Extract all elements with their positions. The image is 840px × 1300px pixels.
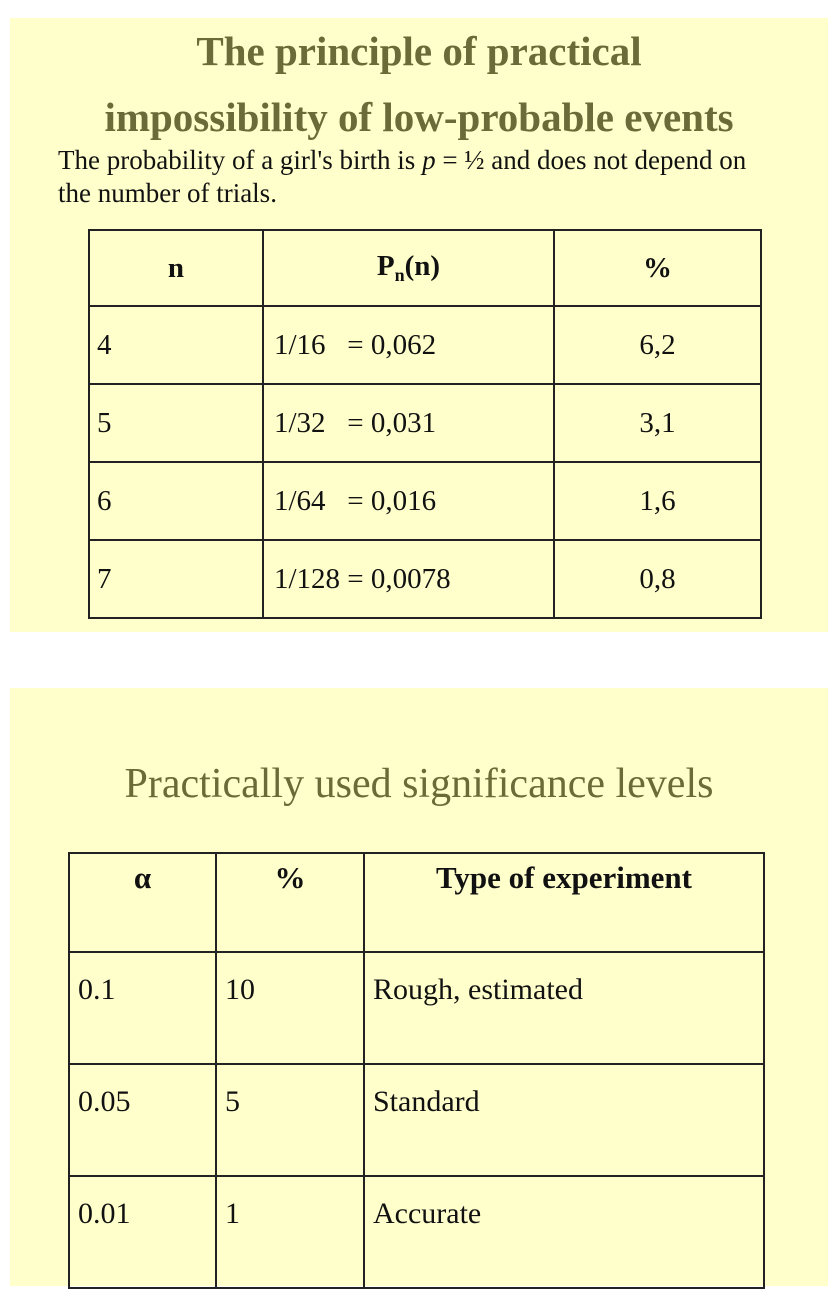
header-percent: % bbox=[216, 853, 364, 952]
cell-percent: 6,2 bbox=[554, 306, 761, 384]
table-row bbox=[89, 306, 761, 384]
table-row bbox=[89, 384, 761, 462]
cell-alpha: 0.01 bbox=[69, 1176, 216, 1288]
cell-alpha: 0.1 bbox=[69, 952, 216, 1064]
cell-n: 7 bbox=[89, 540, 263, 618]
cell-percent: 1,6 bbox=[554, 462, 761, 540]
cell-probability: 1/32 = 0,031 bbox=[263, 384, 554, 462]
cell-probability: 1/16 = 0,062 bbox=[263, 306, 554, 384]
cell-experiment-type: Rough, estimated bbox=[364, 952, 764, 1064]
cell-percent: 10 bbox=[216, 952, 364, 1064]
intro-before: The probability of a girl's birth is bbox=[58, 145, 423, 175]
header-p-sub: n bbox=[394, 265, 405, 285]
cell-percent: 0,8 bbox=[554, 540, 761, 618]
table-row bbox=[89, 540, 761, 618]
cell-percent: 1 bbox=[216, 1176, 364, 1288]
header-alpha: α bbox=[69, 853, 216, 952]
intro-after: = ½ and does not depend on the number of trials. bbox=[58, 145, 747, 208]
cell-probability: 1/128 = 0,0078 bbox=[263, 540, 554, 618]
title-line-2: impossibility of low-probable events bbox=[104, 94, 734, 140]
header-probability bbox=[263, 230, 554, 306]
cell-probability: 1/64 = 0,016 bbox=[263, 462, 554, 540]
slide-significance-levels bbox=[10, 688, 828, 1286]
cell-alpha: 0.05 bbox=[69, 1064, 216, 1176]
table-row bbox=[69, 952, 764, 1064]
slide-low-probable-events bbox=[10, 18, 828, 632]
cell-experiment-type: Accurate bbox=[364, 1176, 764, 1288]
slide-title bbox=[10, 18, 828, 150]
table-row bbox=[69, 1176, 764, 1288]
table-header-row bbox=[89, 230, 761, 306]
table-header-row bbox=[69, 853, 764, 952]
cell-percent: 5 bbox=[216, 1064, 364, 1176]
table-row bbox=[69, 1064, 764, 1176]
cell-n: 6 bbox=[89, 462, 263, 540]
table-row bbox=[89, 462, 761, 540]
title-line-1: The principle of practical bbox=[196, 28, 642, 74]
header-percent: % bbox=[554, 230, 761, 306]
cell-percent: 3,1 bbox=[554, 384, 761, 462]
header-p-main: P bbox=[376, 250, 395, 282]
cell-n: 5 bbox=[89, 384, 263, 462]
probability-table bbox=[88, 229, 762, 619]
header-p-rest: (n) bbox=[404, 250, 441, 282]
header-n: n bbox=[89, 230, 263, 306]
slide-title: Practically used significance levels bbox=[124, 761, 714, 807]
intro-text bbox=[58, 144, 778, 210]
intro-p-symbol: p bbox=[422, 145, 436, 175]
cell-experiment-type: Standard bbox=[364, 1064, 764, 1176]
header-experiment-type: Type of experiment bbox=[364, 853, 764, 952]
significance-table bbox=[68, 852, 765, 1289]
cell-n: 4 bbox=[89, 306, 263, 384]
